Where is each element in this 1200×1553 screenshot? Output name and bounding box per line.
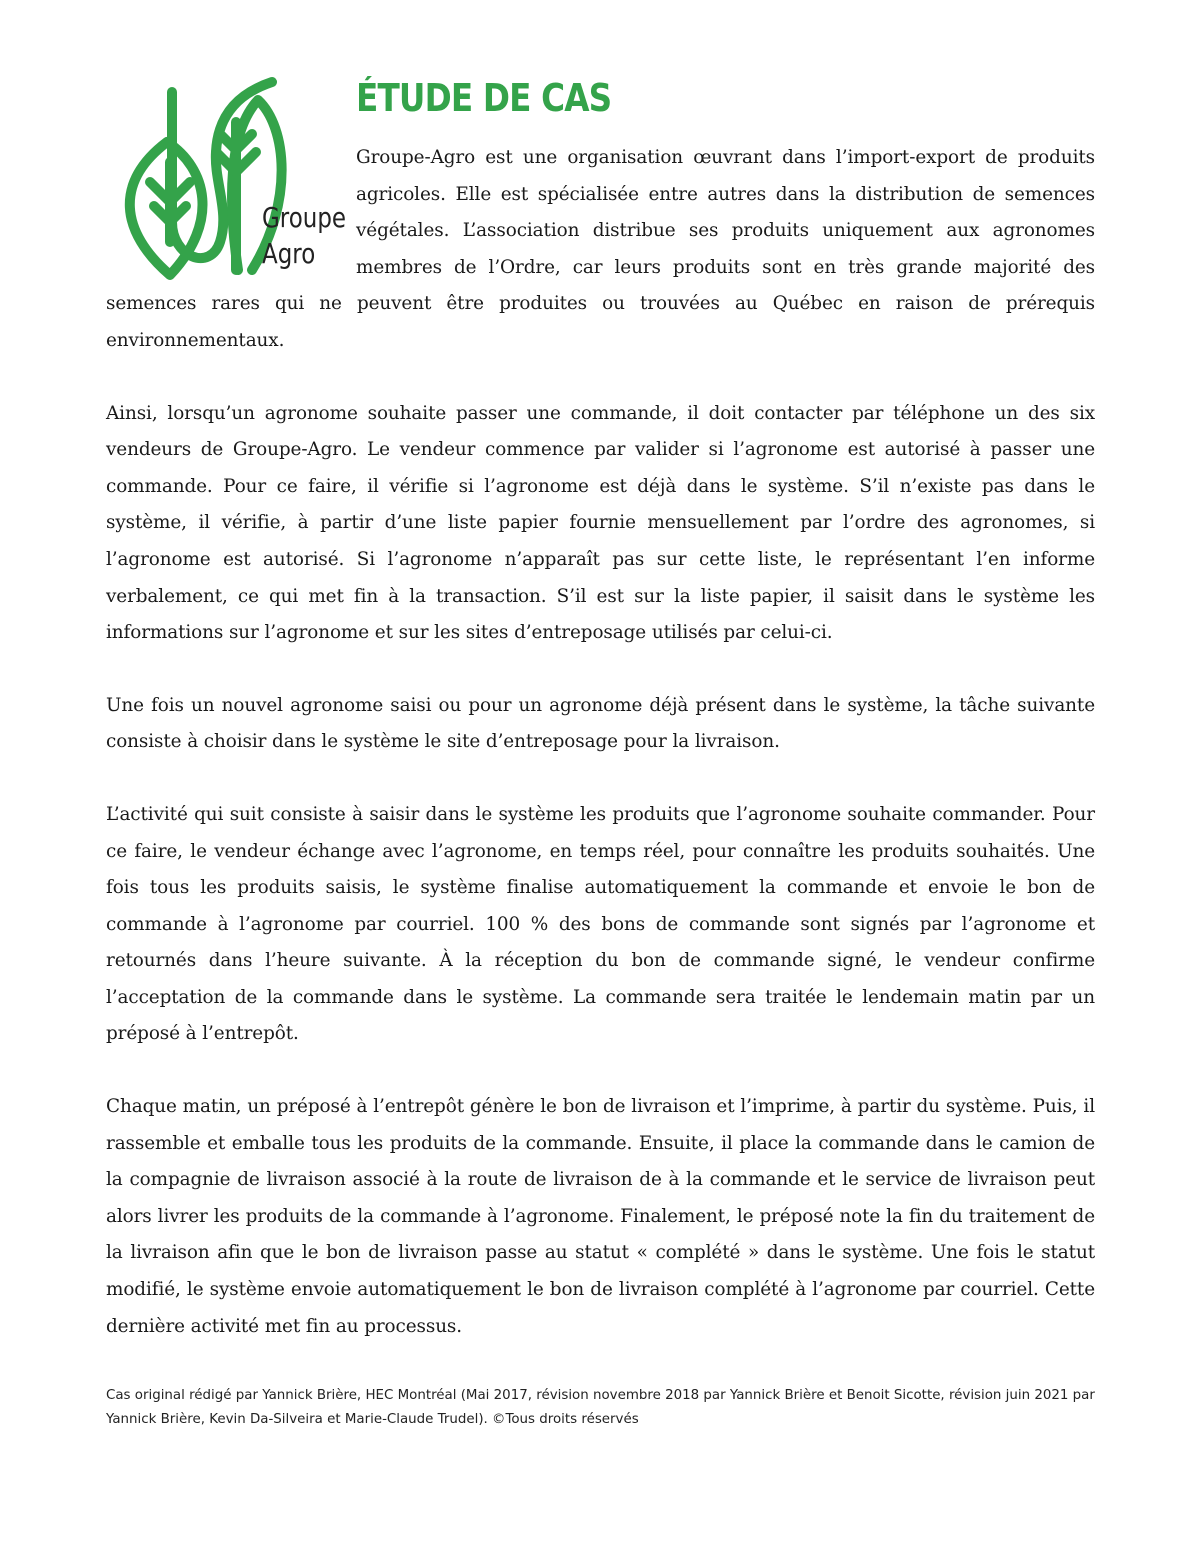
logo-wordmark xyxy=(262,200,346,272)
paragraph-product-entry: L’activité qui suit consiste à saisir dans le système les produits que l’agronome souhaite commander. Pour ce faire, le vendeur échange avec l’agronome, en temps réel, pour connaître les produits souhaités. Une fois tous les produits saisis, le système finalise automatiquement la commande et envoie le bon de commande à l’agronome par courriel. 100 % des bons de commande sont signés par l’agronome et retournés dans l’heure suivante. À la réception du bon de commande signé, le vendeur confirme l’acceptation de la commande dans le système. La commande sera traitée le lendemain matin par un préposé à l’entrepôt. xyxy=(106,803,1095,1045)
paragraph-storage-site: Une fois un nouvel agronome saisi ou pour un agronome déjà présent dans le système, la tâche suivante consiste à choisir dans le système le site d’entreposage pour la livraison. xyxy=(106,694,1095,753)
paragraph-order-validation: Ainsi, lorsqu’un agronome souhaite passer une commande, il doit contacter par téléphone un des six vendeurs de Groupe-Agro. Le vendeur commence par valider si l’agronome est autorisé à passer une commande. Pour ce faire, il vérifie si l’agronome est déjà dans le système. S’il n’existe pas dans le système, il vérifie, à partir d’une liste papier fournie mensuellement par l’ordre des agronomes, si l’agronome est autorisé. Si l’agronome n’apparaît pas sur cette liste, le représentant l’en informe verbalement, ce qui met fin à la transaction. S’il est sur la liste papier, il saisit dans le système les informations sur l’agronome et sur les sites d’entreposage utilisés par celui-ci. xyxy=(106,402,1095,644)
paragraph-delivery: Chaque matin, un préposé à l’entrepôt génère le bon de livraison et l’imprime, à partir du système. Puis, il rassemble et emballe tous les produits de la commande. Ensuite, il place la commande dans le camion de la compagnie de livraison associé à la route de livraison de à la commande et le service de livraison peut alors livrer les produits de la commande à l’agronome. Finalement, le préposé note la fin du traitement de la livraison afin que le bon de livraison passe au statut « complété » dans le système. Une fois le statut modifié, le système envoie automatiquement le bon de livraison complété à l’agronome par courriel. Cette dernière activité met fin au processus. xyxy=(106,1096,1095,1337)
page-title: ÉTUDE DE CAS xyxy=(356,76,612,120)
paragraph-intro: Groupe-Agro est une organisation œuvrant dans l’import-export de produits agricoles. Elle est spécialisée entre autres dans la distribution de semences végétales. L’association distribue ses produits uniquement aux agronomes membres de l’Ordre, car leurs produits sont en très grande majorité des semences rares qui ne peuvent être produites ou trouvées au Québec en raison de prérequis environnementaux. xyxy=(106,147,1095,351)
logo-wordmark-line2: Agro xyxy=(262,237,316,270)
logo-wordmark-line1: Groupe xyxy=(262,201,347,234)
footer-credits: Cas original rédigé par Yannick Brière, HEC Montréal (Mai 2017, révision novembre 2018 par Yannick Brière et Benoit Sicotte, révision juin 2021 par Yannick Brière, Kevin Da-Silveira et Marie-Claude Trudel). ©Tous droits réservés xyxy=(106,1388,1095,1427)
case-study-body xyxy=(106,140,1095,1381)
